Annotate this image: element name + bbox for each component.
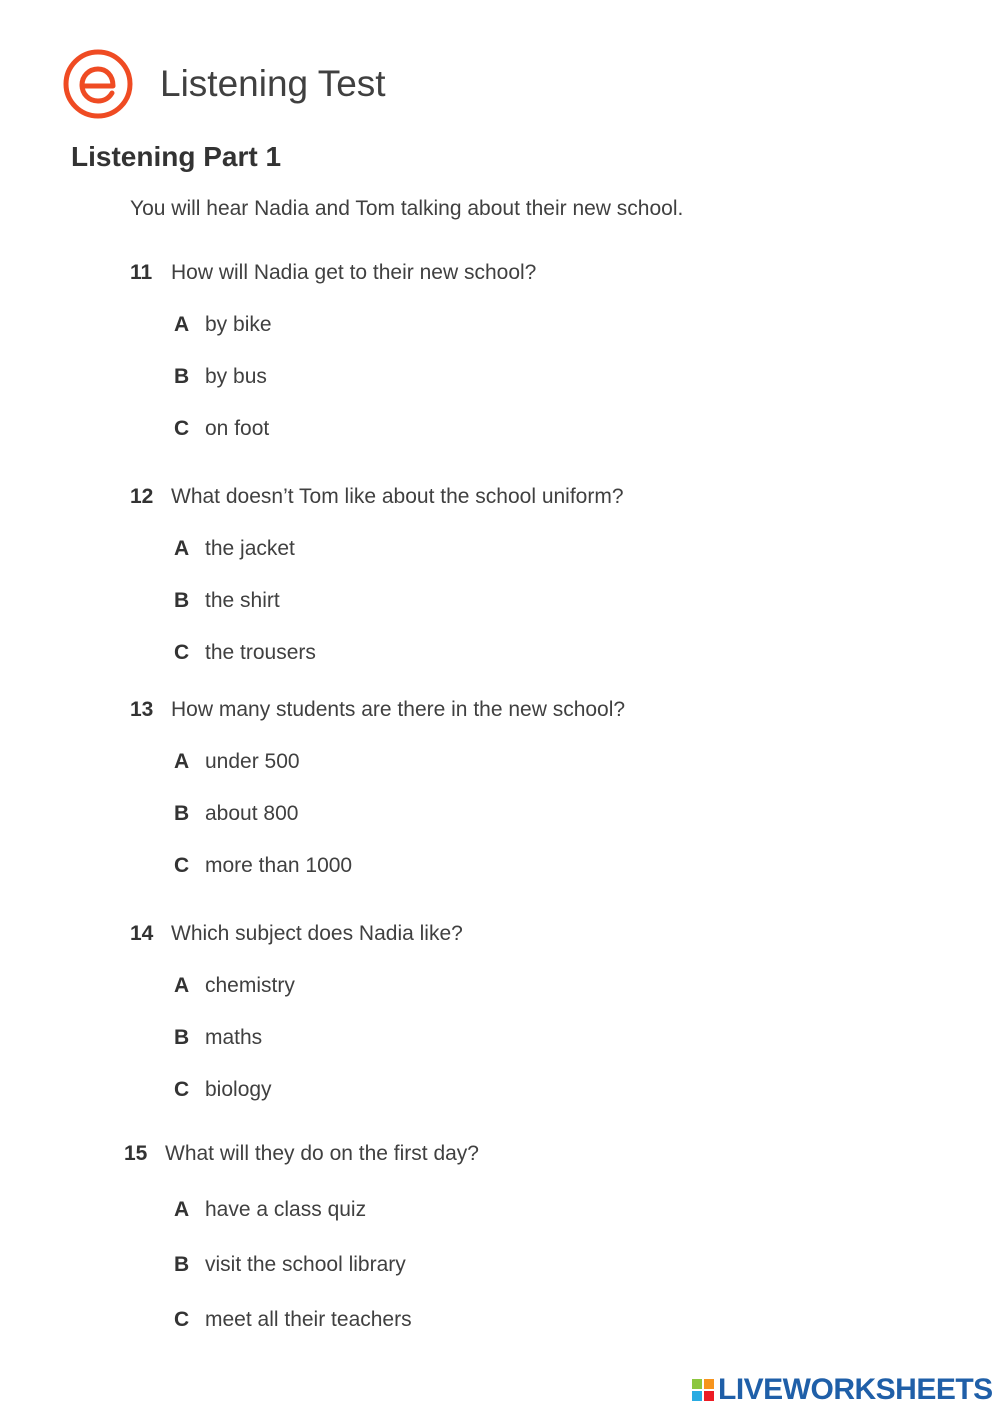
option-12-a[interactable] [174, 535, 295, 563]
question-14 [130, 920, 463, 948]
option-15-c[interactable] [174, 1306, 412, 1334]
option-13-a[interactable] [174, 748, 300, 776]
option-letter: A [174, 1198, 190, 1221]
option-15-b[interactable] [174, 1251, 406, 1279]
question-number: 11 [130, 261, 153, 284]
option-text: meet all their teachers [205, 1308, 412, 1331]
liveworksheets-logo-icon [692, 1379, 714, 1401]
option-letter: B [174, 589, 190, 612]
option-letter: B [174, 365, 190, 388]
option-letter: A [174, 537, 190, 560]
instructions: You will hear Nadia and Tom talking about their new school. [130, 197, 684, 220]
watermark-text: LIVEWORKSHEETS [718, 1373, 993, 1406]
option-text: maths [205, 1026, 263, 1049]
option-letter: A [174, 750, 190, 773]
option-text: on foot [205, 417, 270, 440]
option-11-c[interactable] [174, 415, 269, 443]
option-12-b[interactable] [174, 587, 280, 615]
option-text: have a class quiz [205, 1198, 367, 1221]
option-14-c[interactable] [174, 1076, 272, 1104]
option-letter: C [174, 1078, 190, 1101]
option-11-b[interactable] [174, 363, 267, 391]
question-text: What will they do on the first day? [165, 1142, 479, 1165]
option-text: visit the school library [205, 1253, 406, 1276]
option-13-b[interactable] [174, 800, 298, 828]
question-text: Which subject does Nadia like? [171, 922, 463, 945]
question-number: 13 [130, 698, 154, 721]
option-text: biology [205, 1078, 272, 1101]
option-text: about 800 [205, 802, 299, 825]
option-letter: C [174, 641, 190, 664]
question-11 [130, 259, 536, 287]
option-letter: B [174, 1253, 190, 1276]
question-12 [130, 483, 624, 511]
option-15-a[interactable] [174, 1196, 366, 1224]
option-14-a[interactable] [174, 972, 295, 1000]
option-14-b[interactable] [174, 1024, 262, 1052]
option-text: the shirt [205, 589, 280, 612]
question-text: How will Nadia get to their new school? [171, 261, 537, 284]
option-letter: A [174, 974, 190, 997]
option-letter: B [174, 1026, 190, 1049]
option-letter: C [174, 1308, 190, 1331]
question-15 [124, 1140, 479, 1168]
option-letter: B [174, 802, 190, 825]
question-number: 15 [124, 1142, 148, 1165]
option-letter: C [174, 854, 190, 877]
option-text: the trousers [205, 641, 316, 664]
option-text: by bike [205, 313, 272, 336]
e-logo-icon [62, 48, 134, 120]
liveworksheets-watermark [692, 1374, 993, 1406]
document-title: Listening Test [160, 63, 386, 104]
option-letter: C [174, 417, 190, 440]
question-13 [130, 696, 625, 724]
question-number: 14 [130, 922, 154, 945]
question-number: 12 [130, 485, 154, 508]
option-13-c[interactable] [174, 852, 352, 880]
option-text: under 500 [205, 750, 300, 773]
option-text: the jacket [205, 537, 295, 560]
option-text: by bus [205, 365, 267, 388]
question-text: How many students are there in the new school? [171, 698, 626, 721]
option-text: chemistry [205, 974, 295, 997]
option-12-c[interactable] [174, 639, 316, 667]
question-text: What doesn’t Tom like about the school uniform? [171, 485, 624, 508]
option-letter: A [174, 313, 190, 336]
option-11-a[interactable] [174, 311, 272, 339]
part-heading: Listening Part 1 [71, 141, 282, 172]
option-text: more than 1000 [205, 854, 353, 877]
